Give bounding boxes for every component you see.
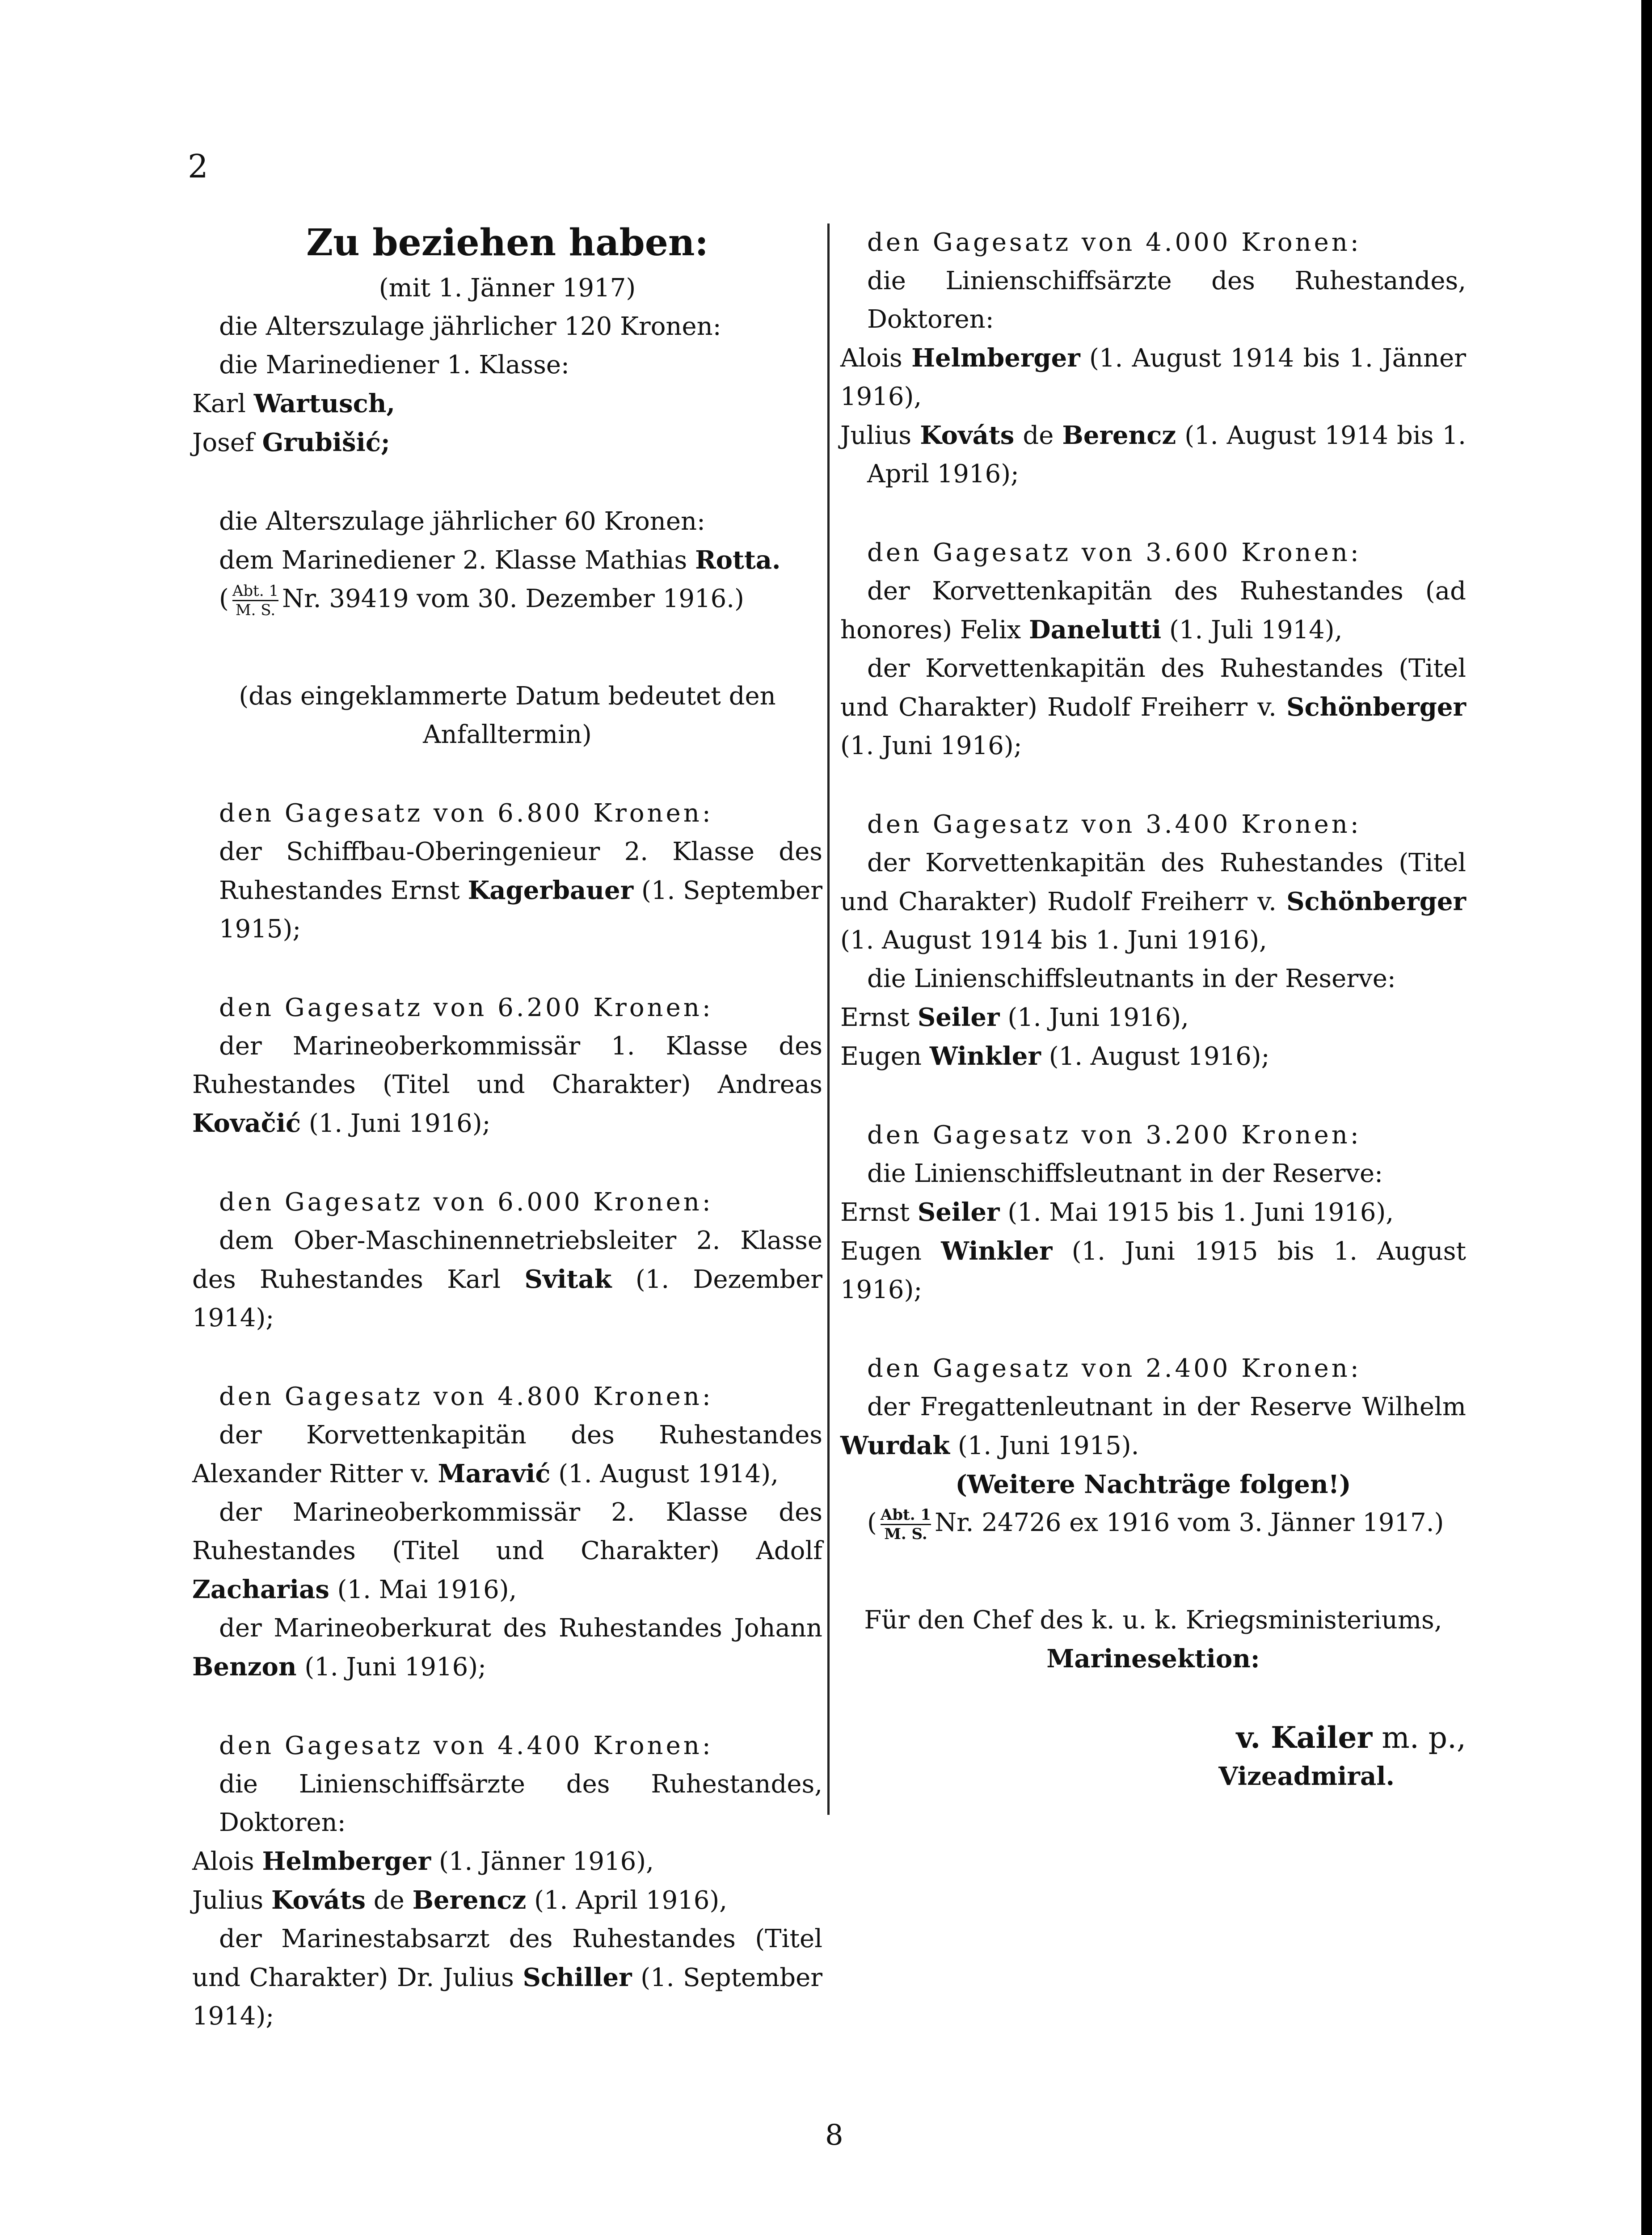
authority-line: Marinesektion:	[1046, 1644, 1260, 1674]
note-line: (Weitere Nachträge folgen!)	[955, 1470, 1351, 1499]
name-line: Eugen Winkler (1. Juni 1915 bis 1. August 1916);	[840, 1236, 1466, 1304]
text-line: die Linienschiffsleutnant in der Reserve:	[867, 1159, 1383, 1188]
text-line: die Linienschiffsärzte des Ruhestandes, Doktoren:	[867, 266, 1466, 334]
left-column	[192, 221, 823, 2036]
entry: der Marinestabsarzt des Ruhestandes (Titel und Charakter) Dr. Julius Schiller (1. September 1914);	[192, 1924, 823, 2031]
name-line: Alois Helmberger (1. Jänner 1916),	[192, 1847, 654, 1876]
page-number: 2	[188, 148, 208, 185]
reference-line: ( $\frac{\text{Abt. 1}}{M. S.}$ Nr. 39419 vom 30. Dezember 1916.)	[219, 582, 744, 619]
text-line: die Alterszulage jährlicher 60 Kronen:	[219, 507, 705, 536]
note-line: (das eingeklammerte Datum bedeutet den Anfalltermin)	[239, 682, 776, 749]
name-line: Ernst Seiler (1. Mai 1915 bis 1. Juni 1916),	[840, 1198, 1394, 1227]
gagesatz-heading: den Gagesatz von 3.400 Kronen:	[867, 810, 1361, 839]
text-line: die Marinediener 1. Klasse:	[219, 350, 569, 380]
name-line: Julius Kováts de Berencz (1. August 1914 bis 1. April 1916);	[840, 421, 1466, 489]
entry: der Fregattenleutnant in der Reserve Wilhelm Wurdak (1. Juni 1915).	[840, 1392, 1466, 1460]
entry: der Marineoberkommissär 1. Klasse des Ruhestandes (Titel und Charakter) Andreas Kovačić (1. Juni 1916);	[192, 1032, 822, 1138]
signature-rank: Vizeadmiral.	[1218, 1762, 1395, 1791]
sheet-number: 8	[825, 2119, 843, 2152]
gagesatz-heading: den Gagesatz von 6.800 Kronen:	[219, 799, 713, 828]
gagesatz-heading: den Gagesatz von 4.400 Kronen:	[219, 1731, 713, 1760]
text-line: die Alterszulage jährlicher 120 Kronen:	[219, 312, 721, 341]
text-line: die Linienschiffsärzte des Ruhestandes, Doktoren:	[219, 1770, 822, 1837]
gagesatz-heading: den Gagesatz von 4.800 Kronen:	[219, 1382, 713, 1411]
gagesatz-heading: den Gagesatz von 6.200 Kronen:	[219, 993, 713, 1022]
name-line: Karl Wartusch,	[192, 389, 395, 418]
right-column	[840, 224, 1466, 1796]
gagesatz-heading: den Gagesatz von 2.400 Kronen:	[867, 1354, 1361, 1383]
entry: der Schiffbau-Oberingenieur 2. Klasse des Ruhestandes Ernst Kagerbauer (1. September 1915);	[219, 837, 823, 944]
text-line: die Linienschiffsleutnants in der Reserve:	[867, 964, 1396, 993]
effective-date: (mit 1. Jänner 1917)	[379, 274, 636, 303]
name-line: Josef Grubišić;	[192, 428, 390, 457]
name-line: Alois Helmberger (1. August 1914 bis 1. Jänner 1916),	[840, 343, 1466, 411]
signature-name: v. Kailer m. p.,	[1236, 1720, 1466, 1755]
gagesatz-heading: den Gagesatz von 6.000 Kronen:	[219, 1188, 713, 1217]
entry: dem Ober-Maschinennetriebsleiter 2. Klasse des Ruhestandes Karl Svitak (1. Dezember 1914);	[192, 1226, 823, 1333]
name-line: Eugen Winkler (1. August 1916);	[840, 1042, 1270, 1071]
entry: der Korvettenkapitän des Ruhestandes Alexander Ritter v. Maravić (1. August 1914),	[192, 1421, 822, 1489]
gagesatz-heading: den Gagesatz von 3.600 Kronen:	[867, 538, 1361, 567]
authority-line: Für den Chef des k. u. k. Kriegsministeriums,	[864, 1606, 1442, 1635]
entry: der Korvettenkapitän des Ruhestandes (ad honores) Felix Danelutti (1. Juli 1914),	[840, 577, 1466, 645]
gagesatz-heading: den Gagesatz von 3.200 Kronen:	[867, 1121, 1361, 1150]
name-line: Ernst Seiler (1. Juni 1916),	[840, 1003, 1189, 1032]
name-line: Julius Kováts de Berencz (1. April 1916),	[192, 1885, 728, 1915]
reference-line: ( $\frac{\text{Abt. 1}}{M. S.}$ Nr. 24726 ex 1916 vom 3. Jänner 1917.)	[867, 1506, 1444, 1543]
gagesatz-heading: den Gagesatz von 4.000 Kronen:	[867, 228, 1361, 257]
entry: der Korvettenkapitän des Ruhestandes (Titel und Charakter) Rudolf Freiherr v. Schönberger (1. Juni 1916);	[840, 654, 1466, 760]
section-title: Zu beziehen haben:	[306, 221, 708, 264]
text-line: dem Marinediener 2. Klasse Mathias Rotta.	[219, 545, 781, 575]
entry: der Marineoberkurat des Ruhestandes Johann Benzon (1. Juni 1916);	[192, 1614, 822, 1682]
column-divider	[827, 224, 830, 1815]
entry: der Marineoberkommissär 2. Klasse des Ruhestandes (Titel und Charakter) Adolf Zacharias (1. Mai 1916),	[192, 1498, 822, 1604]
entry: der Korvettenkapitän des Ruhestandes (Titel und Charakter) Rudolf Freiherr v. Schönberger (1. August 1914 bis 1. Juni 1916),	[840, 848, 1466, 955]
